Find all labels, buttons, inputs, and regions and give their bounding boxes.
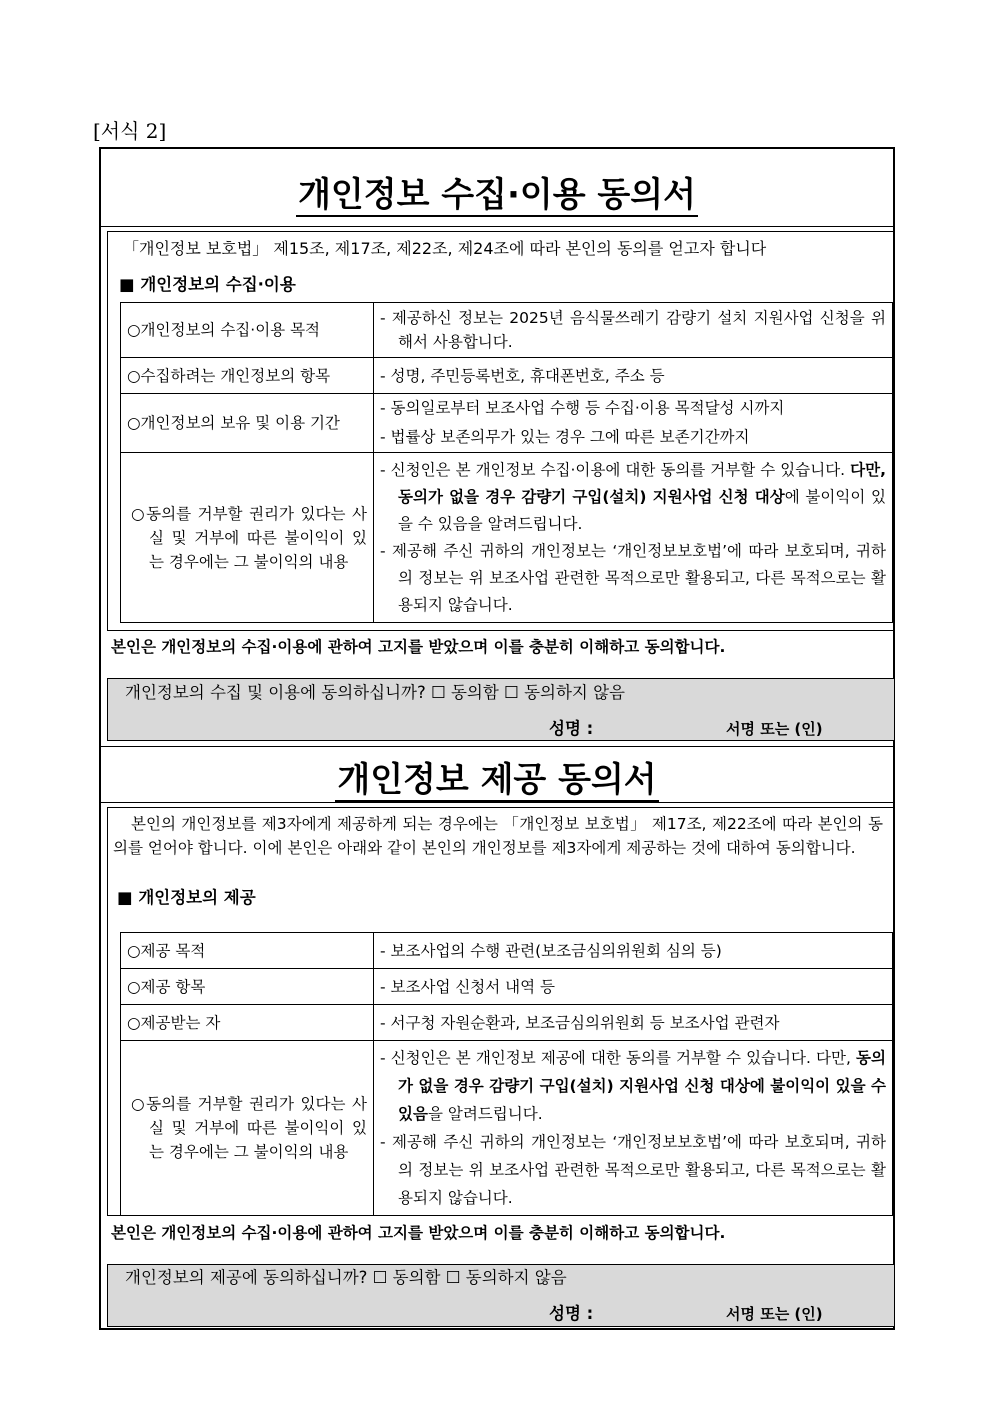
row-content: - 보조사업의 수행 관련(보조금심의위원회 심의 등) bbox=[374, 933, 893, 969]
table-row bbox=[121, 303, 893, 358]
table-row bbox=[121, 933, 893, 969]
form-number-label: [서식 2] bbox=[93, 119, 167, 143]
section2-title: 개인정보 제공 동의서 bbox=[337, 760, 657, 800]
section1-consent-question[interactable]: 개인정보의 수집 및 이용에 동의하십니까? ☐ 동의함 ☐ 동의하지 않음 bbox=[125, 683, 625, 702]
row-label: ○제공받는 자 bbox=[121, 1005, 374, 1041]
section2-heading: ■ 개인정보의 제공 bbox=[117, 888, 256, 907]
section1-title: 개인정보 수집·이용 동의서 bbox=[298, 175, 696, 215]
row-label: ○동의를 거부할 권리가 있다는 사실 및 거부에 따른 불이익이 있는 경우에는 그 불이익의 내용 bbox=[121, 1041, 374, 1216]
row-label: ○제공 목적 bbox=[121, 933, 374, 969]
row-content: - 신청인은 본 개인정보 제공에 대한 동의를 거부할 수 있습니다. 다만, 동의가 없을 경우 감량기 구입(설치) 지원사업 신청 대상에 불이익이 있을 수 있음을 알려드립니다. - 제공해 주신 귀하의 개인정보는 ‘개인정보보호법’에 따라 보호되며, 귀하의 정보는 위 보조사업 관련한 목적으로만 활용되고, 다른 목적으로는 활용되지 않습니다. bbox=[374, 1041, 893, 1216]
row-label: ○동의를 거부할 권리가 있다는 사실 및 거부에 따른 불이익이 있는 경우에는 그 불이익의 내용 bbox=[121, 453, 374, 623]
section1-heading: ■ 개인정보의 수집·이용 bbox=[119, 275, 296, 294]
section2-table bbox=[120, 932, 893, 1216]
consent-form bbox=[99, 147, 895, 1330]
section-divider bbox=[101, 746, 893, 747]
row-content: - 성명, 주민등록번호, 휴대폰번호, 주소 등 bbox=[374, 358, 893, 394]
row-content: - 서구청 자원순환과, 보조금심의위원회 등 보조사업 관련자 bbox=[374, 1005, 893, 1041]
row-label: ○제공 항목 bbox=[121, 969, 374, 1005]
table-row bbox=[121, 1005, 893, 1041]
table-row bbox=[121, 358, 893, 394]
table-row-refusal bbox=[121, 453, 893, 623]
section1-sign-label: 성명 : bbox=[549, 719, 594, 738]
row-content: - 신청인은 본 개인정보 수집·이용에 대한 동의를 거부할 수 있습니다. 다만, 동의가 없을 경우 감량기 구입(설치) 지원사업 신청 대상에 불이익이 있을 수 있음을 알려드립니다. - 제공해 주신 귀하의 개인정보는 ‘개인정보보호법’에 따라 보호되며, 귀하의 정보는 위 보조사업 관련한 목적으로만 활용되고, 다른 목적으로는 활용되지 않습니다. bbox=[374, 453, 893, 623]
section2-intro: 본인의 개인정보를 제3자에게 제공하게 되는 경우에는 「개인정보 보호법」 제17조, 제22조에 따라 본인의 동의를 얻어야 합니다. 이에 본인은 아래와 같이 본인의 개인정보를 제3자에게 제공하는 것에 대하여 동의합니다. bbox=[113, 815, 883, 857]
table-row bbox=[121, 969, 893, 1005]
section1-table bbox=[120, 302, 893, 623]
title-divider bbox=[101, 226, 893, 227]
row-label: ○개인정보의 보유 및 이용 기간 bbox=[121, 394, 374, 453]
row-content: - 보조사업 신청서 내역 등 bbox=[374, 969, 893, 1005]
section2-notice: 본인은 개인정보의 수집·이용에 관하여 고지를 받았으며 이를 충분히 이해하고 동의합니다. bbox=[111, 1224, 726, 1242]
row-content: - 제공하신 정보는 2025년 음식물쓰레기 감량기 설치 지원사업 신청을 위해서 사용합니다. bbox=[374, 303, 893, 358]
section2-sign-note: 서명 또는 (인) bbox=[726, 1305, 823, 1323]
section1-intro: 「개인정보 보호법」 제15조, 제17조, 제22조, 제24조에 따라 본인의 동의를 얻고자 합니다 bbox=[123, 239, 767, 258]
row-label: ○수집하려는 개인정보의 항목 bbox=[121, 358, 374, 394]
section2-consent-question[interactable]: 개인정보의 제공에 동의하십니까? ☐ 동의함 ☐ 동의하지 않음 bbox=[125, 1268, 567, 1287]
table-row bbox=[121, 394, 893, 453]
section2-sign-label: 성명 : bbox=[549, 1304, 594, 1323]
section1-sign-note: 서명 또는 (인) bbox=[726, 720, 823, 738]
section1-notice: 본인은 개인정보의 수집·이용에 관하여 고지를 받았으며 이를 충분히 이해하고 동의합니다. bbox=[111, 638, 726, 656]
table-row-refusal bbox=[121, 1041, 893, 1216]
row-content: - 동의일로부터 보조사업 수행 등 수집·이용 목적달성 시까지 - 법률상 보존의무가 있는 경우 그에 따른 보존기간까지 bbox=[374, 394, 893, 453]
row-label: ○개인정보의 수집·이용 목적 bbox=[121, 303, 374, 358]
title-divider bbox=[101, 802, 893, 803]
